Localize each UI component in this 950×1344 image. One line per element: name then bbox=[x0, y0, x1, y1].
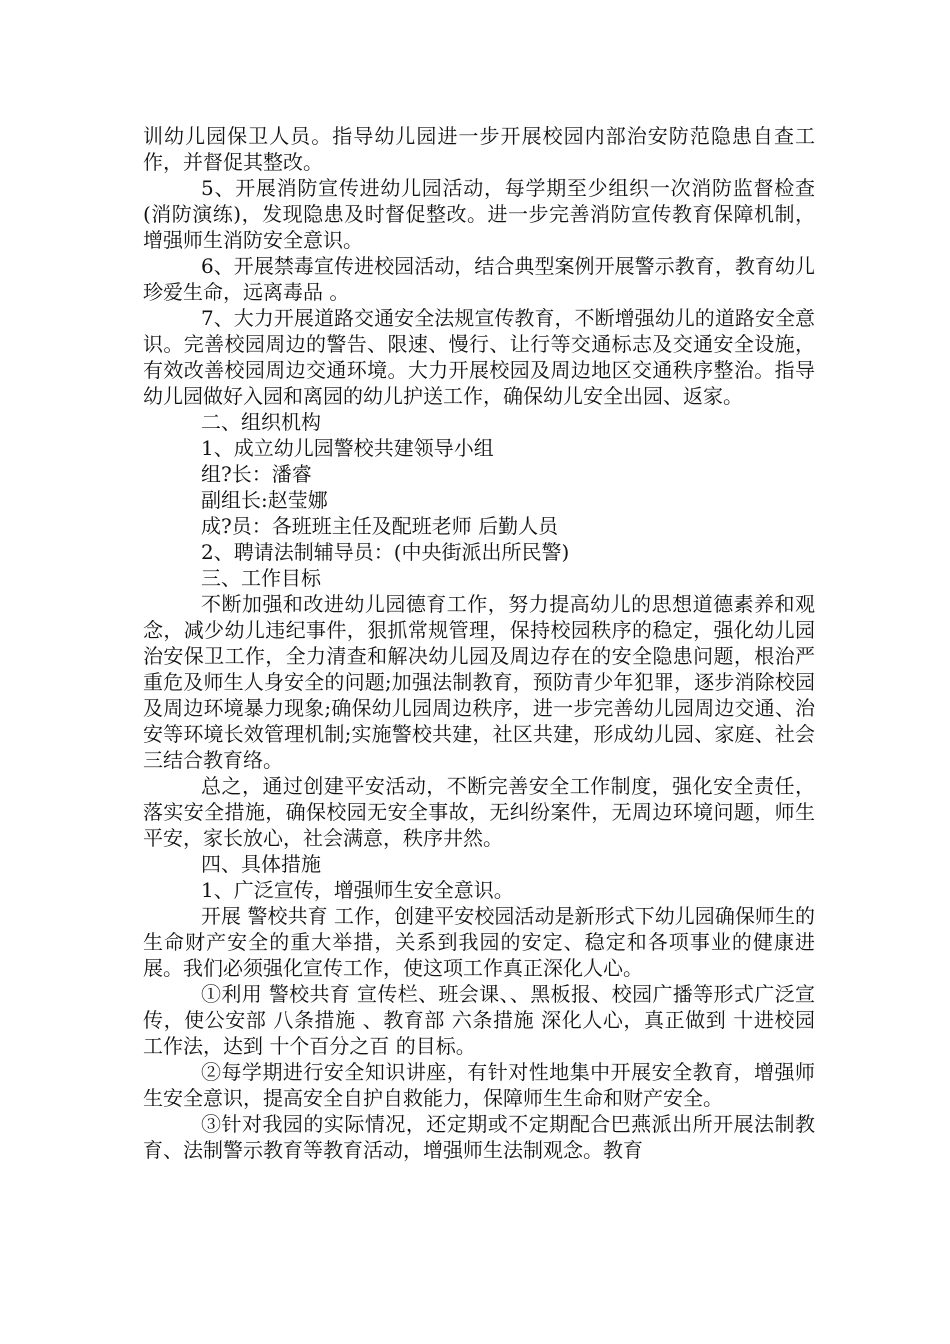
subsection-heading: 1、广泛宣传，增强师生安全意识。 bbox=[201, 878, 514, 902]
body-paragraph: 总之，通过创建平安活动，不断完善安全工作制度，强化安全责任，落实安全措施，确保校园无安全事故，无纠纷案件，无周边环境问题，师生平安，家长放心，社会满意，秩序井然。 bbox=[143, 774, 815, 850]
section-heading: 二、组织机构 bbox=[201, 410, 321, 434]
subsection-heading: 1、成立幼儿园警校共建领导小组 bbox=[201, 436, 494, 460]
body-paragraph: ②每学期进行安全知识讲座，有针对性地集中开展安全教育，增强师生安全意识，提高安全自护自救能力，保障师生生命和财产安全。 bbox=[143, 1060, 815, 1110]
body-paragraph: 5、开展消防宣传进幼儿园活动，每学期至少组织一次消防监督检查(消防演练)，发现隐患及时督促整改。进一步完善消防宣传教育保障机制，增强师生消防安全意识。 bbox=[143, 176, 815, 252]
body-paragraph: ①利用 警校共育 宣传栏、班会课、、黑板报、校园广播等形式广泛宣传，使公安部 八条措施 、教育部 六条措施 深化人心，真正做到 十进校园 工作法，达到 十个百分之百 的目标。 bbox=[143, 982, 815, 1058]
body-paragraph: 训幼儿园保卫人员。指导幼儿园进一步开展校园内部治安防范隐患自查工作，并督促其整改。 bbox=[143, 124, 815, 174]
body-paragraph: 开展 警校共育 工作，创建平安校园活动是新形式下幼儿园确保师生的生命财产安全的重大举措，关系到我园的安定、稳定和各项事业的健康进展。我们必须强化宣传工作，使这项工作真正深化人心。 bbox=[143, 904, 815, 980]
list-line: 组?长：潘睿 bbox=[201, 462, 312, 486]
body-paragraph: 不断加强和改进幼儿园德育工作，努力提高幼儿的思想道德素养和观念，减少幼儿违纪事件，狠抓常规管理，保持校园秩序的稳定，强化幼儿园治安保卫工作，全力清查和解决幼儿园及周边存在的安全隐患问题，根治严重危及师生人身安全的问题;加强法制教育，预防青少年犯罪，逐步消除校园及周边环境暴力现象;确保幼儿园周边秩序，进一步完善幼儿园周边交通、治安等环境长效管理机制;实施警校共建，社区共建，形成幼儿园、家庭、社会三结合教育络。 bbox=[143, 592, 815, 772]
section-heading: 三、工作目标 bbox=[201, 566, 321, 590]
list-line: 2、聘请法制辅导员：(中央街派出所民警) bbox=[201, 540, 570, 564]
section-heading: 四、具体措施 bbox=[201, 852, 321, 876]
body-paragraph: 6、开展禁毒宣传进校园活动，结合典型案例开展警示教育，教育幼儿 珍爱生命，远离毒品 。 bbox=[143, 254, 815, 304]
body-paragraph: 7、大力开展道路交通安全法规宣传教育，不断增强幼儿的道路安全意识。完善校园周边的警告、限速、慢行、让行等交通标志及交通安全设施，有效改善校园周边交通环境。大力开展校园及周边地区交通秩序整治。指导幼儿园做好入园和离园的幼儿护送工作，确保幼儿安全出园、返家。 bbox=[143, 306, 815, 408]
list-line: 成?员：各班班主任及配班老师 后勤人员 bbox=[201, 514, 559, 538]
document-body bbox=[143, 123, 815, 1163]
body-paragraph: ③针对我园的实际情况，还定期或不定期配合巴燕派出所开展法制教育、法制警示教育等教育活动，增强师生法制观念。教育 bbox=[143, 1112, 815, 1162]
list-line: 副组长:赵莹娜 bbox=[201, 488, 328, 512]
